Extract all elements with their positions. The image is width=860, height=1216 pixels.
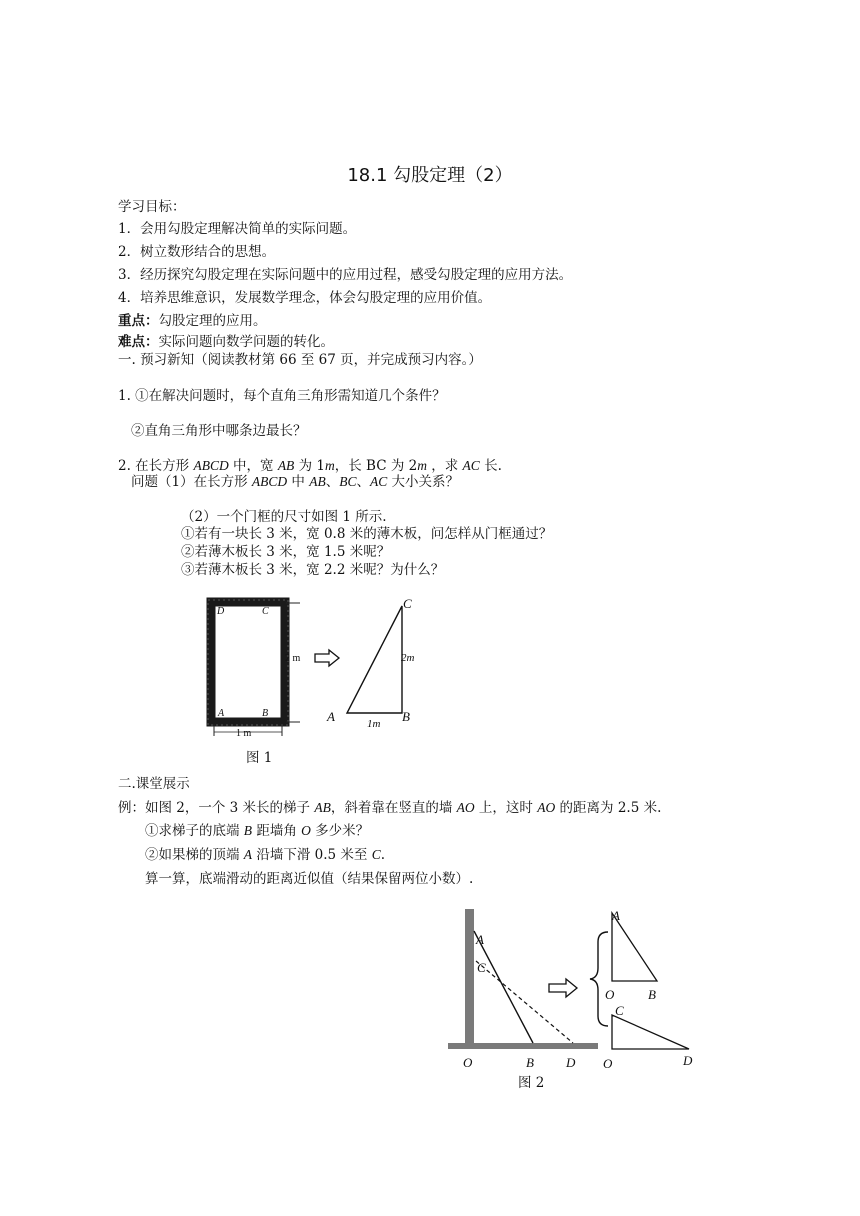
example-text-part: 上，这时 [474,800,538,816]
ladder-label-o: O [463,1055,473,1070]
triangle-label-a: A [327,709,335,724]
sub1-var: ABCD [251,474,288,489]
triangle-height-label: 2m [401,652,415,664]
upper-triangle-label-a: A [612,908,620,923]
sub-question-1 [131,473,459,491]
q-text: 多少米？ [310,823,370,839]
example-var: AB [314,800,331,815]
sub-question-2-item-1: ①若有一块长 3 米，宽 0.8 米的薄木板，问怎样从门框通过？ [181,526,553,542]
arrow-right-icon [548,978,578,998]
sub1-var: BC [339,474,357,489]
sub-question-2-item-3: ③若薄木板长 3 米，宽 2.2 米呢？为什么？ [181,562,445,578]
preview-question-1a: 1. ①在解决问题时，每个直角三角形需知道几个条件？ [118,388,446,404]
example-var: AO [456,800,475,815]
q2-var: m [324,458,335,473]
preview-heading: 一. 预习新知（阅读教材第 66 至 67 页，并完成预习内容。） [118,352,482,368]
objectives-heading: 学习目标： [118,199,186,215]
ladder-label-b: B [526,1055,534,1070]
example-text-part: 例：如图 2，一个 3 米长的梯子 [118,800,315,816]
key-point-text: 勾股定理的应用。 [158,313,267,329]
ladder-label-a: A [476,932,484,947]
objective-item-4: 4．培养思维意识，发展数学理念，体会勾股定理的应用价值。 [118,290,492,306]
door-label-b: B [262,708,269,719]
figure-2-caption: 图 2 [518,1075,545,1091]
key-point-label: 重点： [118,313,159,329]
ladder-label-c: C [477,960,486,975]
ladder-label-d: D [566,1055,576,1070]
upper-triangle-label-o: O [605,987,615,1002]
difficulty-text: 实际问题向数学问题的转化。 [158,334,334,350]
q-var: A [243,847,253,862]
lower-triangle-label-d: D [683,1053,693,1068]
sub1-var: AC [370,474,388,489]
sub1-var: AB [309,474,326,489]
q2-text: 2. 在长方形 [118,458,194,474]
q-text: ②如果梯的顶端 [145,847,244,863]
door-height-label: 2 m [285,653,301,664]
q2-text: ，求 [426,458,463,474]
example-text-part: 的距离为 2.5 米. [555,800,662,816]
q2-var: ABCD [193,458,229,473]
example-text [118,799,661,817]
q2-text: 中，宽 [228,458,278,474]
sub1-text: 、 [356,474,370,490]
lower-triangle-label-c: C [615,1003,624,1018]
difficulty [118,333,334,351]
sub-question-2-heading: （2）一个门框的尺寸如图 1 所示. [181,509,387,525]
figure-1-caption: 图 1 [246,750,273,766]
section-2-heading: 二.课堂展示 [118,776,190,792]
door-label-a: A [218,708,225,719]
page-title: 18.1 勾股定理（2） [347,165,513,186]
example-var: AO [537,800,556,815]
ladder-wall-figure [440,905,610,1055]
q-var: B [243,823,253,838]
sub1-text: 问题（1）在长方形 [131,474,252,490]
q2-var: AB [277,458,295,473]
sub-question-2-item-2: ②若薄木板长 3 米，宽 1.5 米呢？ [181,544,391,560]
objective-item-3: 3．经历探究勾股定理在实际问题中的应用过程，感受勾股定理的应用方法。 [118,267,573,283]
difficulty-label: 难点： [118,334,159,350]
triangle-label-c: C [403,596,412,611]
door-frame-figure [200,598,310,743]
preview-question-1b: ②直角三角形中哪条边最长？ [131,423,307,439]
example-question-3: 算一算，底端滑动的距离近似值（结果保留两位小数）. [145,871,474,887]
example-question-2 [145,846,385,864]
q2-var: AC [462,458,480,473]
door-label-c: C [262,606,269,617]
triangle-width-label: 1m [367,718,381,730]
door-label-d: D [217,606,225,617]
door-width-label: 1 m [236,728,252,739]
example-question-1 [145,822,369,840]
sub1-text: 中 [287,474,310,490]
q-var: C [371,847,381,862]
q2-var: m [417,458,427,473]
q-text: ①求梯子的底端 [145,823,244,839]
lower-triangle-label-o: O [603,1056,613,1071]
q2-text: ，长 BC 为 2 [334,458,418,474]
key-point [118,312,267,330]
example-text-part: ，斜着靠在竖直的墙 [330,800,457,816]
objective-item-2: 2．树立数形结合的思想。 [118,244,276,260]
q-text: 距墙角 [252,823,302,839]
objective-item-1: 1．会用勾股定理解决简单的实际问题。 [118,221,357,237]
triangle-label-b: B [402,709,410,724]
upper-triangle-label-b: B [648,987,656,1002]
q2-text: 为 1 [294,458,325,474]
q-var: O [301,823,311,838]
q-text: . [380,847,385,863]
q-text: 沿墙下滑 0.5 米至 [252,847,372,863]
sub1-text: 、 [325,474,340,490]
sub1-text: 大小关系？ [387,474,460,490]
arrow-right-icon [314,649,340,667]
q2-text: 长. [479,458,502,474]
